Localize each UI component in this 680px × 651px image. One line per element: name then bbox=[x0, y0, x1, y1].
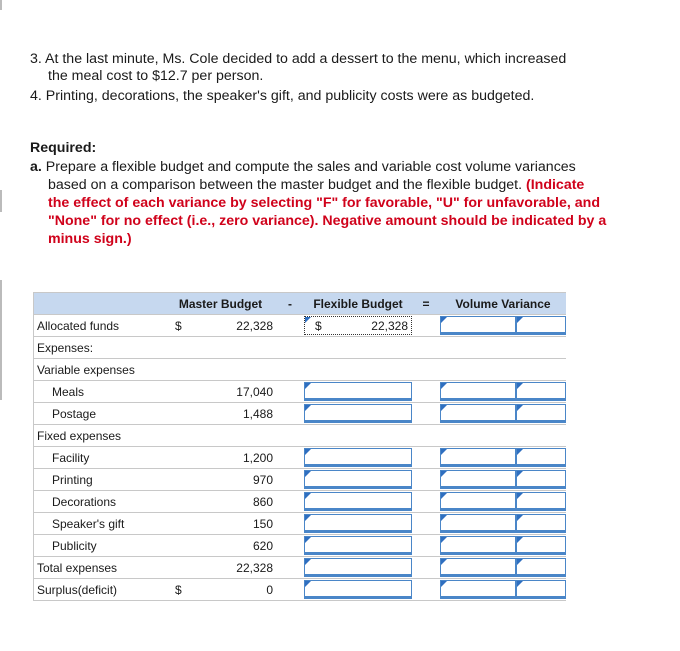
flexible-amount-input[interactable] bbox=[304, 382, 412, 401]
required-line-2: based on a comparison between the master budget and the flexible budget. (Indicate bbox=[48, 177, 585, 193]
required-line-4: "None" for no effect (i.e., zero variance). Negative amount should be indicated by a bbox=[48, 213, 607, 229]
master-amount: 1,488 bbox=[189, 403, 276, 425]
table-row bbox=[34, 447, 567, 469]
row-label: Decorations bbox=[34, 491, 166, 513]
header-blank bbox=[34, 293, 166, 315]
table-row bbox=[34, 315, 567, 337]
row-label: Surplus(deficit) bbox=[34, 579, 166, 601]
table-row bbox=[34, 469, 567, 491]
variance-amount-input[interactable] bbox=[440, 536, 516, 555]
flexible-budget-table bbox=[33, 292, 566, 601]
required-title: Required: bbox=[30, 140, 97, 156]
flexible-amount-input[interactable] bbox=[304, 470, 412, 489]
header-flexible: Flexible Budget bbox=[304, 293, 412, 315]
row-label: Meals bbox=[34, 381, 166, 403]
row-label: Facility bbox=[34, 447, 166, 469]
master-amount: 620 bbox=[189, 535, 276, 557]
variance-amount-input[interactable] bbox=[440, 316, 516, 335]
intro-item-3: 3. At the last minute, Ms. Cole decided to add a dessert to the menu, which increased bbox=[30, 51, 567, 67]
table-row bbox=[34, 425, 567, 447]
master-amount: 0 bbox=[189, 579, 276, 601]
table-header-row bbox=[34, 293, 567, 315]
intro-item-3-cont: the meal cost to $12.7 per person. bbox=[48, 68, 264, 84]
master-amount: 150 bbox=[189, 513, 276, 535]
flexible-amount-input[interactable] bbox=[304, 536, 412, 555]
variance-amount-input[interactable] bbox=[440, 514, 516, 533]
flexible-amount-input[interactable] bbox=[304, 558, 412, 577]
page-edge bbox=[0, 280, 2, 400]
table-row bbox=[34, 403, 567, 425]
variance-amount-input[interactable] bbox=[440, 382, 516, 401]
variance-amount-input[interactable] bbox=[440, 448, 516, 467]
row-label: Variable expenses bbox=[34, 359, 166, 381]
row-label: Fixed expenses bbox=[34, 425, 166, 447]
header-master: Master Budget bbox=[165, 293, 276, 315]
table-row bbox=[34, 359, 567, 381]
variance-effect-select[interactable] bbox=[516, 514, 566, 533]
required-line-3: the effect of each variance by selecting "F" for favorable, "U" for unfavorable, and bbox=[48, 195, 600, 211]
page-edge bbox=[0, 0, 2, 10]
variance-effect-select[interactable] bbox=[516, 558, 566, 577]
row-label: Expenses: bbox=[34, 337, 166, 359]
variance-effect-select[interactable] bbox=[516, 382, 566, 401]
variance-amount-input[interactable] bbox=[440, 558, 516, 577]
variance-effect-select[interactable] bbox=[516, 536, 566, 555]
flexible-amount-input[interactable] bbox=[304, 514, 412, 533]
variance-effect-select[interactable] bbox=[516, 404, 566, 423]
variance-amount-input[interactable] bbox=[440, 404, 516, 423]
row-label: Allocated funds bbox=[34, 315, 166, 337]
flexible-amount-input[interactable] bbox=[304, 580, 412, 599]
variance-amount-input[interactable] bbox=[440, 580, 516, 599]
header-variance: Volume Variance bbox=[440, 293, 566, 315]
variance-effect-select[interactable] bbox=[516, 470, 566, 489]
table-row bbox=[34, 337, 567, 359]
row-label: Total expenses bbox=[34, 557, 166, 579]
table-row bbox=[34, 491, 567, 513]
flexible-amount-field[interactable]: $ 22,328 bbox=[304, 316, 412, 335]
variance-effect-select[interactable] bbox=[516, 580, 566, 599]
master-amount: 22,328 bbox=[189, 315, 276, 337]
master-amount: 1,200 bbox=[189, 447, 276, 469]
variance-effect-select[interactable] bbox=[516, 448, 566, 467]
flexible-amount-input[interactable] bbox=[304, 448, 412, 467]
header-minus: - bbox=[276, 293, 304, 315]
table-row bbox=[34, 381, 567, 403]
row-label: Speaker's gift bbox=[34, 513, 166, 535]
variance-amount-input[interactable] bbox=[440, 470, 516, 489]
required-line-5: minus sign.) bbox=[48, 231, 132, 247]
variance-effect-select[interactable] bbox=[516, 492, 566, 511]
flexible-amount-input[interactable] bbox=[304, 404, 412, 423]
table-row bbox=[34, 535, 567, 557]
master-amount: 22,328 bbox=[189, 557, 276, 579]
flexible-amount-input[interactable] bbox=[304, 492, 412, 511]
table-row bbox=[34, 557, 567, 579]
master-amount: 17,040 bbox=[189, 381, 276, 403]
page-edge bbox=[0, 190, 2, 212]
required-line-1: a. Prepare a flexible budget and compute the sales and variable cost volume variances bbox=[30, 159, 576, 175]
header-equals: = bbox=[412, 293, 440, 315]
row-label: Publicity bbox=[34, 535, 166, 557]
master-amount: 970 bbox=[189, 469, 276, 491]
master-amount: 860 bbox=[189, 491, 276, 513]
dollar-sign: $ bbox=[165, 579, 189, 601]
row-label: Postage bbox=[34, 403, 166, 425]
table-row bbox=[34, 513, 567, 535]
variance-effect-select[interactable] bbox=[516, 316, 566, 335]
intro-item-4: 4. Printing, decorations, the speaker's gift, and publicity costs were as budgeted. bbox=[30, 88, 535, 104]
row-label: Printing bbox=[34, 469, 166, 491]
table-row bbox=[34, 579, 567, 601]
variance-amount-input[interactable] bbox=[440, 492, 516, 511]
dollar-sign: $ bbox=[165, 315, 189, 337]
